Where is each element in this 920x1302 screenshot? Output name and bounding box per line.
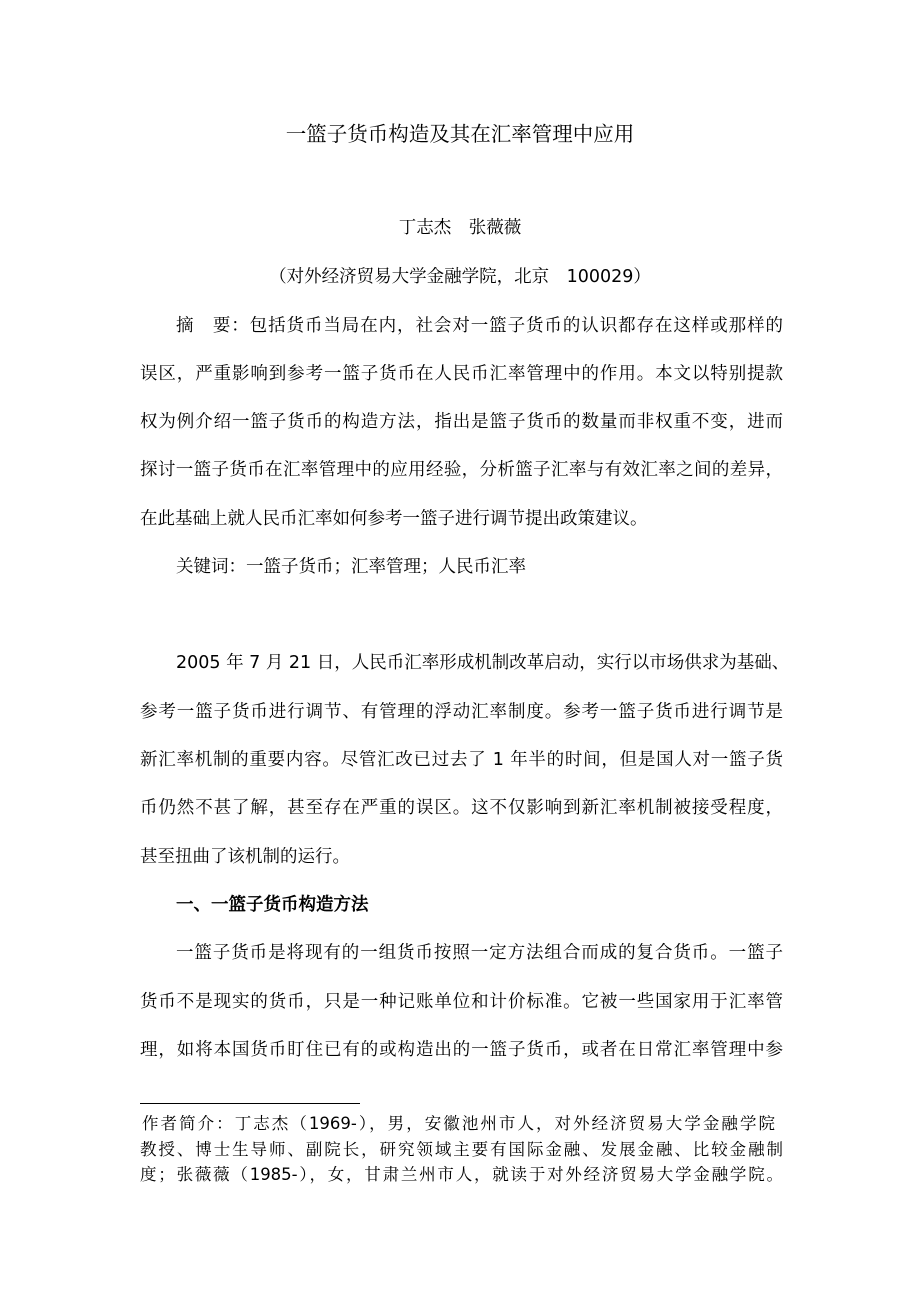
intro-line: 币仍然不甚了解，甚至存在严重的误区。这不仅影响到新汇率机制被接受程度， (140, 798, 783, 818)
section1-line: 货币不是现实的货币，只是一种记账单位和计价标准。它被一些国家用于汇率管 (140, 992, 783, 1012)
section-heading: 一、一篮子货币构造方法 (176, 895, 369, 915)
abstract-line: 权为例介绍一篮子货币的构造方法，指出是篮子货币的数量而非权重不变，进而 (140, 412, 783, 432)
abstract-line: 误区，严重影响到参考一篮子货币在人民币汇率管理中的作用。本文以特别提款 (140, 364, 783, 384)
paper-title: 一篮子货币构造及其在汇率管理中应用 (285, 122, 635, 146)
intro-line: 甚至扭曲了该机制的运行。 (140, 847, 350, 867)
section1-line: 理，如将本国货币盯住已有的或构造出的一篮子货币，或者在日常汇率管理中参 (140, 1040, 783, 1060)
footnote-line: 作者简介：丁志杰（1969-），男，安徽池州市人，对外经济贸易大学金融学院 (142, 1114, 775, 1133)
footnote-divider (140, 1103, 360, 1104)
footnote-line: 教授、博士生导师、副院长，研究领域主要有国际金融、发展金融、比较金融制 (140, 1140, 783, 1159)
intro-line: 新汇率机制的重要内容。尽管汇改已过去了 1 年半的时间，但是国人对一篮子货 (140, 750, 783, 770)
abstract-line: 摘 要：包括货币当局在内，社会对一篮子货币的认识都存在这样或那样的 (176, 316, 783, 336)
footnote-line: 度；张薇薇（1985-），女，甘肃兰州市人，就读于对外经济贸易大学金融学院。 (140, 1165, 783, 1184)
authors: 丁志杰 张薇薇 (398, 218, 522, 238)
abstract-line: 探讨一篮子货币在汇率管理中的应用经验，分析篮子汇率与有效汇率之间的差异， (140, 460, 783, 480)
intro-line: 2005 年 7 月 21 日，人民币汇率形成机制改革启动，实行以市场供求为基础、 (176, 653, 790, 673)
section1-line: 一篮子货币是将现有的一组货币按照一定方法组合而成的复合货币。一篮子 (176, 943, 783, 963)
keywords: 关键词：一篮子货币；汇率管理；人民币汇率 (176, 557, 526, 577)
abstract-line: 在此基础上就人民币汇率如何参考一篮子进行调节提出政策建议。 (140, 509, 648, 529)
intro-line: 参考一篮子货币进行调节、有管理的浮动汇率制度。参考一篮子货币进行调节是 (140, 702, 783, 722)
affiliation: （对外经济贸易大学金融学院，北京 100029） (269, 267, 651, 287)
